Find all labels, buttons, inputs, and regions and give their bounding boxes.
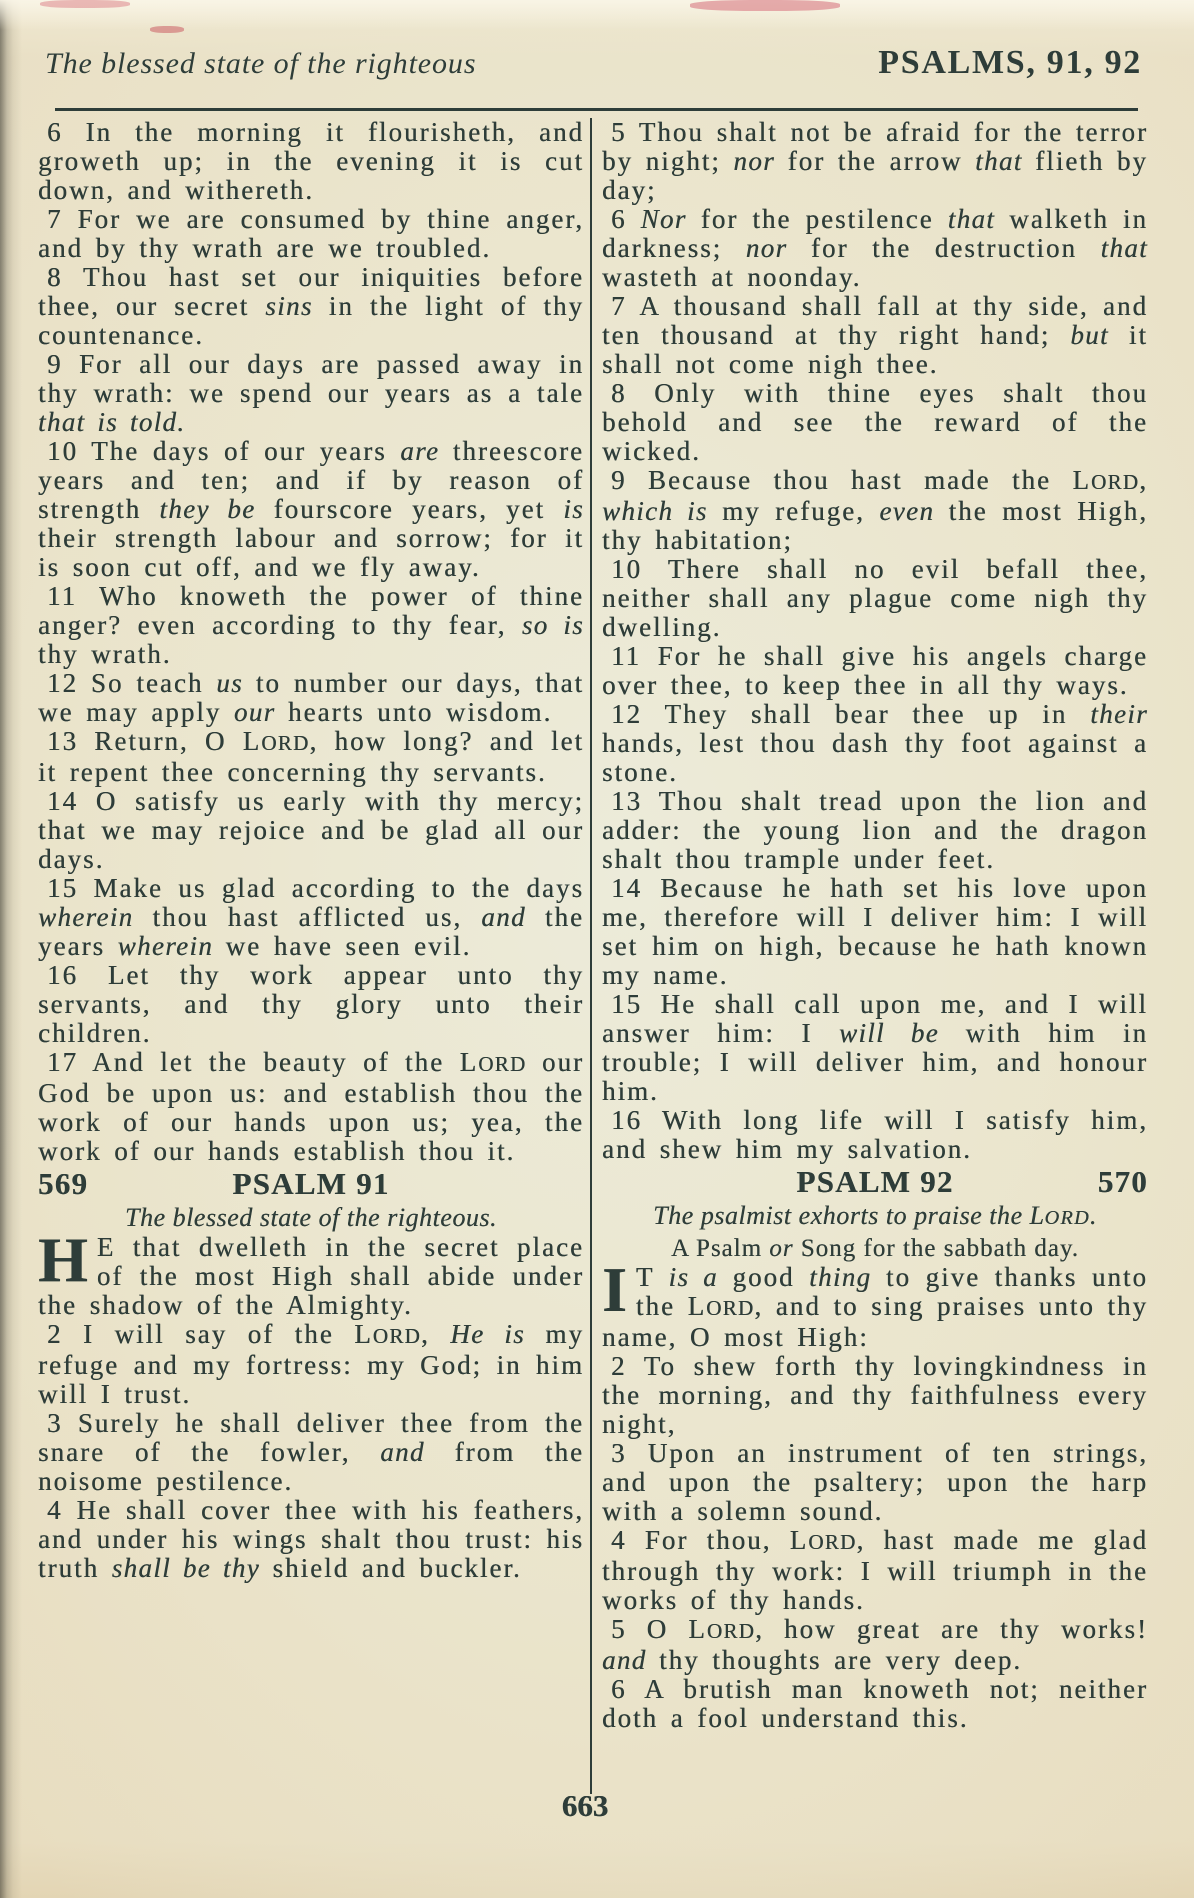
verse: 15 Make us glad according to the days wherein thou hast afflicted us, and the years wherein we have seen evil.	[38, 873, 585, 961]
right-column	[592, 118, 1148, 1794]
verse: 9 For all our days are passed away in thy wrath: we spend our years as a tale that is told.	[38, 349, 585, 437]
verse: 10 The days of our years are threescore years and ten; and if by reason of strength they be fourscore years, yet is their strength labour and sorrow; for it is soon cut off, and we fly away.	[38, 436, 585, 582]
verse: 6 Nor for the pestilence that walketh in darkness; nor for the destruction that wasteth at noonday.	[601, 204, 1148, 292]
psalm-heading	[602, 1164, 1148, 1200]
verse: 9 Because thou hast made the LORD, which is my refuge, even the most High, thy habitation;	[601, 465, 1149, 555]
divine-name-small-caps: LORD	[242, 726, 310, 756]
divine-name-small-caps: LORD	[688, 1614, 756, 1644]
drop-cap: I	[601, 1254, 629, 1325]
verse: 2 I will say of the LORD, He is my refuge and my fortress: my God; in him will I trust.	[38, 1319, 585, 1409]
verse: 5 O LORD, how great are thy works! and thy thoughts are very deep.	[601, 1614, 1148, 1675]
verse: 15 He shall call upon me, and I will answer him: I will be with him in trouble; I will deliver him, and honour him.	[601, 989, 1148, 1106]
page-edge-ink-mark	[690, 0, 840, 11]
verse: 16 Let thy work appear unto thy servants, and thy glory unto their children.	[38, 960, 585, 1048]
verse: 7 A thousand shall fall at thy side, and ten thousand at thy right hand; but it shall not come nigh thee.	[601, 291, 1148, 379]
divine-name-small-caps: LORD	[1029, 1201, 1090, 1230]
page-edge-ink-mark	[40, 0, 130, 8]
verse-with-drop-cap: I T is a good thing to give thanks unto the LORD, and to sing praises unto thy name, O most High:	[601, 1254, 1148, 1352]
verse: 8 Only with thine eyes shalt thou behold and see the reward of the wicked.	[601, 378, 1148, 466]
divine-name-small-caps: LORD	[354, 1319, 421, 1349]
verse: 5 Thou shalt not be afraid for the terror by night; nor for the arrow that flieth by day;	[601, 117, 1148, 205]
verse: 4 He shall cover thee with his feathers, and under his wings shalt thou trust: his truth shall be thy shield and buckler.	[38, 1495, 585, 1583]
psalm-number-label: 569	[38, 1166, 89, 1201]
verse: 2 To shew forth thy lovingkindness in the morning, and thy faithfulness every night,	[601, 1351, 1148, 1439]
page-footer	[0, 1788, 1170, 1824]
left-column	[38, 118, 590, 1794]
verse: 13 Return, O LORD, how long? and let it repent thee concerning thy servants.	[38, 726, 585, 787]
psalm-title: PSALM 91	[232, 1166, 390, 1201]
verse: 7 For we are consumed by thine anger, and by thy wrath are we troubled.	[38, 204, 585, 263]
verse: 4 For thou, LORD, hast made me glad through thy work: I will triumph in the works of thy hands.	[601, 1525, 1148, 1615]
verse: 11 For he shall give his angels charge over thee, to keep thee in all thy ways.	[601, 641, 1148, 700]
page-number: 663	[561, 1788, 609, 1823]
psalm-heading	[38, 1166, 584, 1202]
drop-cap: H	[38, 1224, 90, 1295]
verse: 6 In the morning it flourisheth, and groweth up; in the evening it is cut down, and withereth.	[38, 117, 585, 205]
book-reference: PSALMS, 91, 92	[878, 44, 1142, 81]
page-edge-ink-mark	[150, 26, 184, 33]
page-gutter-shadow	[0, 0, 22, 1898]
page-top-edge	[0, 0, 1194, 30]
verse: 8 Thou hast set our iniquities before thee, our secret sins in the light of thy countenance.	[38, 262, 585, 350]
divine-name-small-caps: LORD	[1072, 465, 1140, 495]
page-header	[45, 44, 1142, 90]
divine-name-small-caps: LORD	[459, 1047, 527, 1077]
verse: 12 So teach us to number our days, that we may apply our hearts unto wisdom.	[38, 668, 585, 727]
verse: 13 Thou shalt tread upon the lion and adder: the young lion and the dragon shalt thou trample under feet.	[601, 786, 1148, 874]
verse: 3 Surely he shall deliver thee from the snare of the fowler, and from the noisome pestilence.	[38, 1408, 585, 1496]
verse: 17 And let the beauty of the LORD our God be upon us: and establish thou the work of our hands upon us; yea, the work of our hands establish thou it.	[38, 1047, 585, 1166]
psalm-inscription: A Psalm or Song for the sabbath day.	[671, 1235, 1079, 1262]
running-head: The blessed state of the righteous	[45, 47, 477, 80]
divine-name-small-caps: LORD	[789, 1525, 857, 1555]
psalm-subtitle: The blessed state of the righteous.	[124, 1203, 498, 1232]
verse: 6 A brutish man knoweth not; neither doth a fool understand this.	[601, 1674, 1148, 1733]
psalm-subtitle: The psalmist exhorts to praise the LORD.	[653, 1201, 1097, 1230]
verse: 12 They shall bear thee up in their hands, lest thou dash thy foot against a stone.	[601, 699, 1148, 787]
verse: 10 There shall no evil befall thee, neither shall any plague come nigh thy dwelling.	[601, 554, 1148, 642]
psalm-title: PSALM 92	[796, 1164, 954, 1199]
verse: 14 Because he hath set his love upon me, therefore will I deliver him: I will set him on high, because he hath known my name.	[601, 873, 1148, 990]
verse: 16 With long life will I satisfy him, and shew him my salvation.	[601, 1105, 1148, 1164]
text-columns	[38, 118, 1148, 1794]
header-rule	[55, 108, 1138, 111]
divine-name-small-caps: LORD	[687, 1291, 755, 1321]
verse-with-drop-cap: H E that dwelleth in the secret place of the most High shall abide under the shadow of the Almighty.	[38, 1224, 585, 1320]
verse: 14 O satisfy us early with thy mercy; that we may rejoice and be glad all our days.	[38, 786, 585, 874]
verse: 3 Upon an instrument of ten strings, and upon the psaltery; upon the harp with a solemn sound.	[601, 1438, 1148, 1526]
psalm-number-label: 570	[1097, 1164, 1148, 1199]
verse: 11 Who knoweth the power of thine anger? even according to thy fear, so is thy wrath.	[38, 581, 585, 669]
